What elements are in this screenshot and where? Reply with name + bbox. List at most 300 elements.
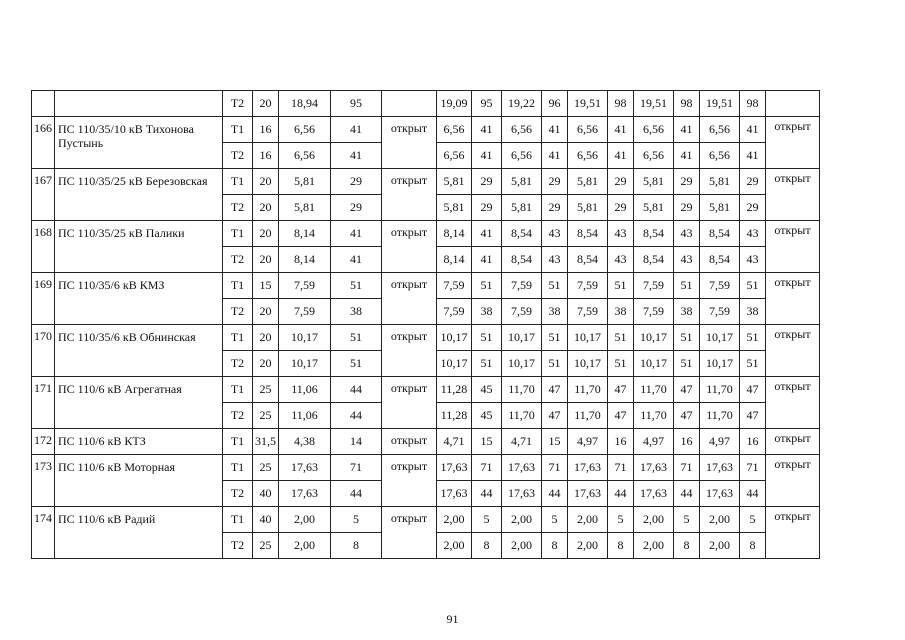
cell-forecast-value: 5,81	[437, 195, 472, 221]
cell-current-pct: 41	[331, 247, 382, 273]
cell-forecast-value: 43	[674, 247, 700, 273]
table-row	[32, 325, 820, 351]
cell-capacity: 16	[253, 117, 279, 143]
cell-forecast-value: 2,00	[700, 507, 740, 533]
cell-forecast-value: 7,59	[634, 299, 674, 325]
cell-forecast-value: 5,81	[568, 169, 608, 195]
cell-forecast-value: 29	[542, 169, 568, 195]
cell-forecast-value: 6,56	[634, 143, 674, 169]
cell-current-pct: 29	[331, 169, 382, 195]
cell-forecast-value: 29	[674, 169, 700, 195]
cell-forecast-value: 5,81	[634, 169, 674, 195]
cell-number: 166	[32, 117, 55, 169]
cell-forecast-value: 10,17	[700, 325, 740, 351]
cell-capacity: 20	[253, 195, 279, 221]
cell-current-pct: 95	[331, 91, 382, 117]
cell-forecast-value: 16	[608, 429, 634, 455]
cell-forecast-value: 10,17	[700, 351, 740, 377]
cell-forecast-value: 43	[608, 221, 634, 247]
cell-forecast-value: 6,56	[700, 143, 740, 169]
cell-current-load: 5,81	[279, 169, 331, 195]
cell-forecast-value: 29	[608, 195, 634, 221]
cell-forecast-value: 38	[542, 299, 568, 325]
cell-capacity: 25	[253, 377, 279, 403]
table-row	[32, 273, 820, 299]
cell-status-right: открыт	[766, 507, 820, 559]
cell-forecast-value: 17,63	[700, 455, 740, 481]
cell-forecast-value: 6,56	[568, 117, 608, 143]
cell-forecast-value: 98	[740, 91, 766, 117]
cell-transformer: Т1	[223, 429, 253, 455]
cell-forecast-value: 11,70	[634, 403, 674, 429]
cell-forecast-value: 6,56	[437, 117, 472, 143]
cell-forecast-value: 41	[674, 117, 700, 143]
cell-forecast-value: 15	[472, 429, 502, 455]
cell-forecast-value: 47	[542, 377, 568, 403]
cell-status: открыт	[382, 273, 437, 325]
cell-forecast-value: 51	[542, 273, 568, 299]
cell-forecast-value: 17,63	[502, 455, 542, 481]
cell-current-load: 8,14	[279, 221, 331, 247]
cell-forecast-value: 8	[542, 533, 568, 559]
cell-transformer: Т1	[223, 221, 253, 247]
cell-forecast-value: 17,63	[634, 481, 674, 507]
cell-current-load: 7,59	[279, 299, 331, 325]
cell-transformer: Т2	[223, 143, 253, 169]
cell-current-pct: 51	[331, 273, 382, 299]
cell-number: 168	[32, 221, 55, 273]
cell-forecast-value: 51	[472, 273, 502, 299]
cell-transformer: Т1	[223, 273, 253, 299]
cell-substation-name: ПС 110/6 кВ Агрегатная	[55, 377, 223, 429]
cell-forecast-value: 43	[674, 221, 700, 247]
cell-forecast-value: 98	[608, 91, 634, 117]
cell-current-load: 6,56	[279, 143, 331, 169]
cell-forecast-value: 19,51	[700, 91, 740, 117]
cell-forecast-value: 38	[608, 299, 634, 325]
cell-capacity: 25	[253, 533, 279, 559]
cell-forecast-value: 2,00	[568, 507, 608, 533]
cell-status: открыт	[382, 507, 437, 559]
cell-forecast-value: 17,63	[437, 455, 472, 481]
cell-forecast-value: 11,70	[700, 403, 740, 429]
cell-forecast-value: 7,59	[700, 299, 740, 325]
cell-forecast-value: 17,63	[634, 455, 674, 481]
cell-forecast-value: 47	[674, 377, 700, 403]
cell-forecast-value: 45	[472, 403, 502, 429]
cell-forecast-value: 51	[542, 351, 568, 377]
cell-capacity: 15	[253, 273, 279, 299]
cell-forecast-value: 10,17	[634, 325, 674, 351]
cell-transformer: Т2	[223, 403, 253, 429]
cell-forecast-value: 29	[542, 195, 568, 221]
cell-capacity: 40	[253, 481, 279, 507]
cell-current-load: 17,63	[279, 455, 331, 481]
cell-forecast-value: 8,54	[634, 221, 674, 247]
cell-forecast-value: 7,59	[502, 299, 542, 325]
cell-forecast-value: 7,59	[568, 299, 608, 325]
cell-status: открыт	[382, 221, 437, 273]
cell-forecast-value: 6,56	[634, 117, 674, 143]
cell-forecast-value: 43	[740, 221, 766, 247]
cell-substation-name: ПС 110/35/25 кВ Палики	[55, 221, 223, 273]
cell-forecast-value: 8	[472, 533, 502, 559]
cell-current-pct: 51	[331, 351, 382, 377]
cell-forecast-value: 51	[740, 351, 766, 377]
cell-transformer: Т2	[223, 299, 253, 325]
cell-transformer: Т2	[223, 481, 253, 507]
cell-forecast-value: 51	[542, 325, 568, 351]
cell-forecast-value: 7,59	[568, 273, 608, 299]
cell-capacity: 20	[253, 169, 279, 195]
cell-transformer: Т1	[223, 325, 253, 351]
cell-transformer: Т1	[223, 169, 253, 195]
cell-status-right: открыт	[766, 455, 820, 507]
cell-forecast-value: 17,63	[568, 455, 608, 481]
cell-forecast-value: 41	[472, 117, 502, 143]
cell-forecast-value: 6,56	[502, 143, 542, 169]
cell-status: открыт	[382, 429, 437, 455]
cell-current-load: 2,00	[279, 507, 331, 533]
table-row-continuation	[32, 91, 820, 117]
cell-forecast-value: 2,00	[502, 533, 542, 559]
cell-transformer: Т2	[223, 195, 253, 221]
cell-forecast-value: 51	[740, 273, 766, 299]
cell-forecast-value: 47	[740, 377, 766, 403]
cell-capacity: 40	[253, 507, 279, 533]
cell-forecast-value: 38	[472, 299, 502, 325]
cell-number: 167	[32, 169, 55, 221]
cell-substation-name: ПС 110/35/25 кВ Березовская	[55, 169, 223, 221]
cell-forecast-value: 47	[542, 403, 568, 429]
cell-forecast-value: 44	[542, 481, 568, 507]
cell-forecast-value: 8,54	[700, 221, 740, 247]
cell-forecast-value: 7,59	[634, 273, 674, 299]
cell-number: 169	[32, 273, 55, 325]
cell-forecast-value: 71	[542, 455, 568, 481]
cell-forecast-value: 17,63	[502, 481, 542, 507]
cell-forecast-value: 8,14	[437, 221, 472, 247]
cell-forecast-value: 29	[674, 195, 700, 221]
cell-forecast-value: 41	[542, 117, 568, 143]
cell-forecast-value: 45	[472, 377, 502, 403]
cell-status-right: открыт	[766, 429, 820, 455]
cell-forecast-value: 43	[542, 247, 568, 273]
cell-number: 173	[32, 455, 55, 507]
cell-number: 174	[32, 507, 55, 559]
cell-forecast-value: 8,54	[568, 221, 608, 247]
cell-forecast-value: 8,14	[437, 247, 472, 273]
cell-capacity: 20	[253, 247, 279, 273]
cell-forecast-value: 10,17	[437, 351, 472, 377]
cell-forecast-value: 5	[472, 507, 502, 533]
cell-status-right	[766, 91, 820, 117]
cell-forecast-value: 5	[674, 507, 700, 533]
cell-forecast-value: 29	[608, 169, 634, 195]
cell-current-pct: 44	[331, 481, 382, 507]
cell-number: 170	[32, 325, 55, 377]
cell-current-pct: 44	[331, 403, 382, 429]
cell-current-load: 8,14	[279, 247, 331, 273]
cell-forecast-value: 4,97	[568, 429, 608, 455]
cell-status: открыт	[382, 377, 437, 429]
cell-forecast-value: 29	[472, 195, 502, 221]
cell-transformer: Т2	[223, 351, 253, 377]
cell-forecast-value: 10,17	[437, 325, 472, 351]
cell-current-pct: 71	[331, 455, 382, 481]
cell-status: открыт	[382, 455, 437, 507]
substation-load-table	[31, 90, 820, 559]
cell-forecast-value: 38	[740, 299, 766, 325]
cell-forecast-value: 7,59	[502, 273, 542, 299]
table-row	[32, 377, 820, 403]
table-row	[32, 507, 820, 533]
cell-forecast-value: 8,54	[700, 247, 740, 273]
cell-forecast-value: 8	[674, 533, 700, 559]
cell-capacity: 20	[253, 91, 279, 117]
table-body	[32, 91, 820, 559]
table-row	[32, 169, 820, 195]
cell-status-right: открыт	[766, 221, 820, 273]
cell-forecast-value: 10,17	[568, 325, 608, 351]
cell-forecast-value: 8	[740, 533, 766, 559]
cell-forecast-value: 47	[674, 403, 700, 429]
cell-forecast-value: 11,28	[437, 403, 472, 429]
cell-current-pct: 41	[331, 221, 382, 247]
cell-substation-name: ПС 110/6 кВ Радий	[55, 507, 223, 559]
cell-forecast-value: 38	[674, 299, 700, 325]
cell-substation-name: ПС 110/35/6 кВ Обнинская	[55, 325, 223, 377]
cell-forecast-value: 51	[608, 273, 634, 299]
cell-transformer: Т2	[223, 91, 253, 117]
cell-current-pct: 44	[331, 377, 382, 403]
cell-transformer: Т2	[223, 533, 253, 559]
cell-transformer: Т1	[223, 117, 253, 143]
cell-current-pct: 8	[331, 533, 382, 559]
cell-forecast-value: 5,81	[700, 195, 740, 221]
cell-forecast-value: 17,63	[700, 481, 740, 507]
cell-forecast-value: 2,00	[568, 533, 608, 559]
cell-forecast-value: 8,54	[502, 221, 542, 247]
cell-forecast-value: 2,00	[700, 533, 740, 559]
cell-forecast-value: 17,63	[568, 481, 608, 507]
cell-current-load: 6,56	[279, 117, 331, 143]
cell-current-pct: 41	[331, 117, 382, 143]
cell-transformer: Т1	[223, 377, 253, 403]
cell-forecast-value: 17,63	[437, 481, 472, 507]
cell-capacity: 20	[253, 221, 279, 247]
cell-forecast-value: 19,09	[437, 91, 472, 117]
cell-forecast-value: 4,71	[437, 429, 472, 455]
cell-transformer: Т1	[223, 507, 253, 533]
cell-capacity: 20	[253, 299, 279, 325]
cell-forecast-value: 5,81	[502, 169, 542, 195]
cell-current-load: 5,81	[279, 195, 331, 221]
cell-forecast-value: 11,28	[437, 377, 472, 403]
cell-forecast-value: 71	[608, 455, 634, 481]
cell-forecast-value: 44	[472, 481, 502, 507]
cell-forecast-value: 7,59	[700, 273, 740, 299]
cell-forecast-value: 10,17	[502, 325, 542, 351]
table-row	[32, 117, 820, 143]
cell-forecast-value: 44	[740, 481, 766, 507]
cell-forecast-value: 41	[472, 247, 502, 273]
cell-capacity: 20	[253, 351, 279, 377]
cell-forecast-value: 8	[608, 533, 634, 559]
cell-forecast-value: 51	[608, 325, 634, 351]
cell-forecast-value: 5,81	[437, 169, 472, 195]
cell-capacity: 31,5	[253, 429, 279, 455]
cell-current-load: 18,94	[279, 91, 331, 117]
cell-forecast-value: 41	[542, 143, 568, 169]
cell-forecast-value: 41	[472, 143, 502, 169]
cell-forecast-value: 51	[674, 325, 700, 351]
cell-forecast-value: 71	[740, 455, 766, 481]
cell-forecast-value: 43	[542, 221, 568, 247]
cell-forecast-value: 5	[608, 507, 634, 533]
cell-number: 171	[32, 377, 55, 429]
cell-forecast-value: 98	[674, 91, 700, 117]
cell-current-load: 10,17	[279, 325, 331, 351]
cell-forecast-value: 6,56	[502, 117, 542, 143]
cell-forecast-value: 2,00	[437, 533, 472, 559]
cell-current-load: 10,17	[279, 351, 331, 377]
cell-forecast-value: 71	[674, 455, 700, 481]
cell-forecast-value: 2,00	[437, 507, 472, 533]
cell-forecast-value: 5,81	[700, 169, 740, 195]
cell-forecast-value: 71	[472, 455, 502, 481]
cell-current-load: 7,59	[279, 273, 331, 299]
cell-status-right: открыт	[766, 117, 820, 169]
cell-forecast-value: 5,81	[634, 195, 674, 221]
cell-current-load: 4,38	[279, 429, 331, 455]
cell-forecast-value: 96	[542, 91, 568, 117]
cell-current-pct: 29	[331, 195, 382, 221]
page-number: 91	[446, 612, 459, 626]
cell-forecast-value: 11,70	[568, 377, 608, 403]
cell-forecast-value: 10,17	[502, 351, 542, 377]
cell-current-pct: 41	[331, 143, 382, 169]
cell-forecast-value: 19,51	[568, 91, 608, 117]
cell-forecast-value: 5	[542, 507, 568, 533]
cell-current-load: 11,06	[279, 377, 331, 403]
cell-forecast-value: 51	[740, 325, 766, 351]
cell-current-pct: 38	[331, 299, 382, 325]
cell-current-load: 11,06	[279, 403, 331, 429]
cell-forecast-value: 41	[674, 143, 700, 169]
cell-capacity: 16	[253, 143, 279, 169]
cell-forecast-value: 47	[740, 403, 766, 429]
cell-forecast-value: 43	[740, 247, 766, 273]
cell-forecast-value: 51	[674, 351, 700, 377]
cell-forecast-value: 51	[608, 351, 634, 377]
cell-forecast-value: 11,70	[700, 377, 740, 403]
cell-forecast-value: 44	[674, 481, 700, 507]
table-row	[32, 429, 820, 455]
cell-forecast-value: 95	[472, 91, 502, 117]
cell-status-right: открыт	[766, 325, 820, 377]
cell-capacity: 20	[253, 325, 279, 351]
cell-substation-name: ПС 110/35/10 кВ Тихонова Пустынь	[55, 117, 223, 169]
cell-forecast-value: 2,00	[502, 507, 542, 533]
cell-current-pct: 51	[331, 325, 382, 351]
cell-substation-name	[55, 91, 223, 117]
cell-forecast-value: 8,54	[502, 247, 542, 273]
cell-current-pct: 5	[331, 507, 382, 533]
cell-forecast-value: 2,00	[634, 533, 674, 559]
cell-number: 172	[32, 429, 55, 455]
cell-forecast-value: 41	[608, 143, 634, 169]
cell-forecast-value: 10,17	[634, 351, 674, 377]
cell-status: открыт	[382, 117, 437, 169]
cell-status-right: открыт	[766, 377, 820, 429]
cell-forecast-value: 11,70	[502, 403, 542, 429]
cell-forecast-value: 29	[740, 169, 766, 195]
cell-forecast-value: 8,54	[568, 247, 608, 273]
cell-forecast-value: 5,81	[568, 195, 608, 221]
cell-forecast-value: 16	[674, 429, 700, 455]
cell-forecast-value: 47	[608, 403, 634, 429]
cell-status: открыт	[382, 169, 437, 221]
cell-transformer: Т2	[223, 247, 253, 273]
cell-forecast-value: 11,70	[502, 377, 542, 403]
table-row	[32, 221, 820, 247]
cell-forecast-value: 7,59	[437, 299, 472, 325]
cell-status: открыт	[382, 325, 437, 377]
cell-forecast-value: 41	[740, 143, 766, 169]
cell-forecast-value: 7,59	[437, 273, 472, 299]
cell-forecast-value: 41	[472, 221, 502, 247]
cell-forecast-value: 51	[472, 351, 502, 377]
cell-forecast-value: 41	[740, 117, 766, 143]
cell-status-right: открыт	[766, 273, 820, 325]
cell-forecast-value: 10,17	[568, 351, 608, 377]
cell-forecast-value: 8,54	[634, 247, 674, 273]
cell-forecast-value: 11,70	[568, 403, 608, 429]
cell-substation-name: ПС 110/35/6 кВ КМЗ	[55, 273, 223, 325]
cell-forecast-value: 29	[472, 169, 502, 195]
cell-forecast-value: 4,71	[502, 429, 542, 455]
cell-forecast-value: 16	[740, 429, 766, 455]
cell-current-pct: 14	[331, 429, 382, 455]
cell-forecast-value: 51	[472, 325, 502, 351]
cell-forecast-value: 19,51	[634, 91, 674, 117]
cell-transformer: Т1	[223, 455, 253, 481]
cell-current-load: 17,63	[279, 481, 331, 507]
cell-forecast-value: 19,22	[502, 91, 542, 117]
cell-current-load: 2,00	[279, 533, 331, 559]
cell-forecast-value: 2,00	[634, 507, 674, 533]
cell-substation-name: ПС 110/6 кВ КТЗ	[55, 429, 223, 455]
cell-capacity: 25	[253, 403, 279, 429]
table-row	[32, 455, 820, 481]
cell-forecast-value: 6,56	[700, 117, 740, 143]
cell-forecast-value: 44	[608, 481, 634, 507]
cell-forecast-value: 29	[740, 195, 766, 221]
cell-forecast-value: 43	[608, 247, 634, 273]
cell-capacity: 25	[253, 455, 279, 481]
cell-forecast-value: 4,97	[700, 429, 740, 455]
cell-status-right: открыт	[766, 169, 820, 221]
cell-number	[32, 91, 55, 117]
cell-forecast-value: 41	[608, 117, 634, 143]
cell-forecast-value: 6,56	[568, 143, 608, 169]
cell-forecast-value: 5	[740, 507, 766, 533]
cell-status	[382, 91, 437, 117]
cell-forecast-value: 4,97	[634, 429, 674, 455]
cell-forecast-value: 51	[674, 273, 700, 299]
cell-forecast-value: 6,56	[437, 143, 472, 169]
